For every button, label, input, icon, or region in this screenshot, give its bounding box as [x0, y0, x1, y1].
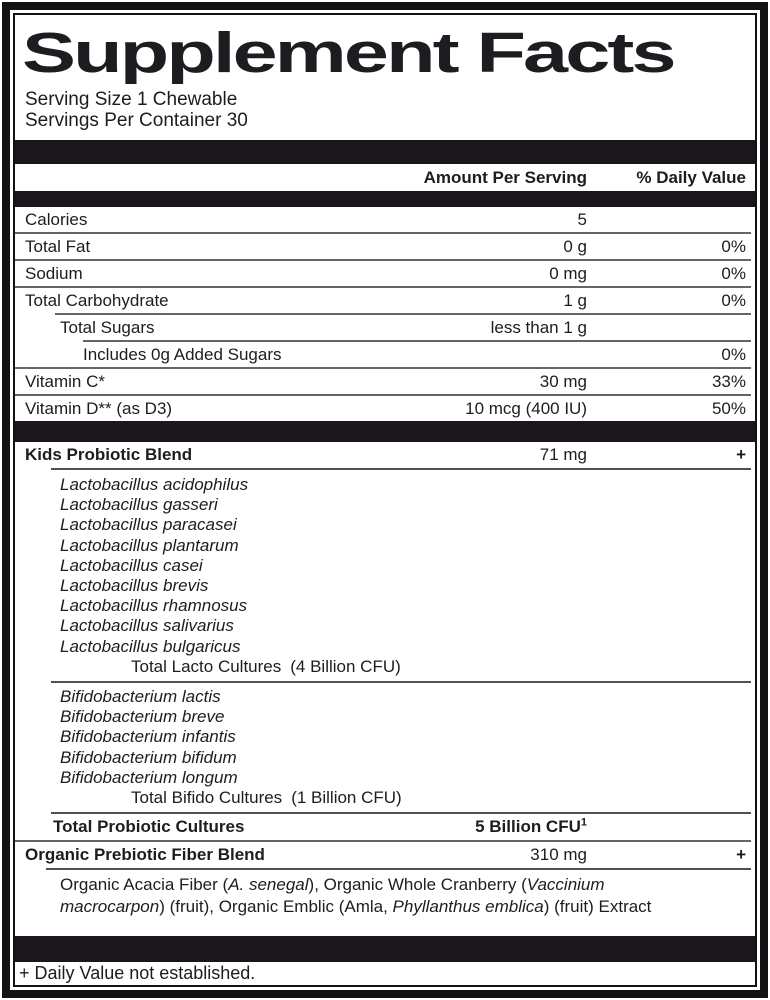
- fiber-blend-name: Organic Prebiotic Fiber Blend: [25, 845, 265, 865]
- nutrient-name: Total Fat: [25, 236, 91, 256]
- nutrient-amount: less than 1 g: [490, 317, 587, 337]
- lacto-total: [131, 657, 755, 677]
- separator-bar: [15, 191, 755, 207]
- lacto-list: [60, 475, 755, 657]
- species-item: Lactobacillus gasseri: [60, 495, 218, 515]
- description-line: [60, 874, 710, 896]
- nutrient-name: Total Carbohydrate: [25, 290, 169, 310]
- description-segment: Organic Acacia Fiber (: [60, 875, 229, 895]
- bifido-total-label: Total Bifido Cultures: [131, 788, 283, 808]
- nutrient-row: [15, 342, 755, 367]
- total-probiotic-amount: 5 Billion CFU$^1$: [475, 816, 587, 837]
- description-segment: ), Organic Whole Cranberry (: [308, 875, 527, 895]
- nutrient-row: [15, 261, 755, 286]
- label-outer-border: [2, 2, 768, 998]
- description-segment: macrocarpon: [60, 896, 160, 916]
- description-segment: A. senegal: [228, 875, 309, 895]
- species-item: Lactobacillus plantarum: [60, 535, 239, 555]
- species-item: Bifidobacterium breve: [60, 707, 225, 727]
- nutrient-row: [15, 234, 755, 259]
- nutrient-name: Vitamin D** (as D3): [25, 398, 173, 418]
- nutrient-dv: 50%: [711, 398, 746, 418]
- blend-name: Kids Probiotic Blend: [25, 445, 193, 464]
- supplement-facts-title: Supplement Facts: [22, 21, 674, 85]
- nutrient-name: Includes 0g Added Sugars: [83, 344, 282, 364]
- lacto-total-label: Total Lacto Cultures: [131, 656, 282, 676]
- nutrient-dv: 0%: [721, 290, 746, 310]
- nutrient-amount: 0 g: [563, 236, 587, 256]
- fiber-blend-row: [15, 842, 755, 868]
- species-item: Lactobacillus rhamnosus: [60, 596, 248, 616]
- nutrient-rows: [15, 207, 755, 421]
- separator-bar: [15, 421, 755, 442]
- nutrient-amount: 10 mcg (400 IU): [465, 398, 587, 418]
- label-footer: [15, 936, 755, 985]
- description-segment: Phyllanthus emblica: [392, 896, 544, 916]
- nutrient-amount: 0 mg: [549, 263, 587, 283]
- bifido-section: [60, 683, 755, 812]
- nutrient-name: Total Sugars: [60, 317, 155, 337]
- separator-bar: [15, 936, 755, 962]
- species-item: Bifidobacterium lactis: [60, 687, 221, 707]
- nutrient-amount: 30 mg: [539, 371, 587, 391]
- species-item: Lactobacillus brevis: [60, 576, 209, 596]
- amount-per-serving-header: Amount Per Serving: [423, 167, 587, 187]
- nutrient-dv: 0%: [721, 263, 746, 283]
- description-segment: ) (fruit), Organic Emblic (Amla,: [159, 896, 393, 916]
- total-probiotic-row: [15, 814, 755, 840]
- cfu-superscript: 1: [580, 816, 587, 829]
- daily-value-header: % Daily Value: [636, 167, 746, 187]
- fiber-blend-dv: +: [736, 845, 746, 865]
- nutrient-row: [15, 288, 755, 313]
- species-item: Bifidobacterium longum: [60, 767, 238, 787]
- species-item: Lactobacillus bulgaricus: [60, 636, 241, 656]
- fiber-blend-amount: 310 mg: [530, 845, 587, 865]
- footnote: + Daily Value not established.: [19, 963, 256, 983]
- nutrient-row: [15, 315, 755, 340]
- probiotic-blend-row: [15, 442, 755, 468]
- bifido-total-cfu: (1 Billion CFU): [291, 788, 402, 808]
- total-probiotic-name: Total Probiotic Cultures: [53, 817, 245, 837]
- blend-divider: [46, 868, 751, 870]
- nutrient-name: Calories: [25, 209, 88, 229]
- description-segment: Vaccinium: [526, 875, 605, 895]
- column-headers: [15, 164, 755, 191]
- servings-per-container: Servings Per Container 30: [25, 110, 248, 131]
- serving-info: [25, 89, 755, 131]
- species-item: Bifidobacterium infantis: [60, 727, 236, 747]
- nutrient-row: [15, 396, 755, 421]
- bifido-total: [131, 788, 755, 808]
- nutrient-amount: 1 g: [563, 290, 587, 310]
- nutrient-dv: 0%: [721, 344, 746, 364]
- nutrient-row: [15, 369, 755, 394]
- nutrient-dv: 0%: [721, 236, 746, 256]
- blend-amount: 71 mg: [539, 445, 587, 464]
- nutrient-dv: 33%: [711, 371, 746, 391]
- nutrient-amount: 5: [577, 209, 587, 229]
- nutrient-name: Vitamin C*: [25, 371, 105, 391]
- lacto-section: [60, 470, 755, 681]
- species-item: Lactobacillus casei: [60, 555, 203, 575]
- nutrient-name: Sodium: [25, 263, 83, 283]
- species-item: Lactobacillus acidophilus: [60, 475, 249, 494]
- label-inner-border: [13, 13, 757, 987]
- lacto-total-cfu: (4 Billion CFU): [290, 656, 401, 676]
- fiber-description: [60, 874, 710, 917]
- separator-bar: [15, 140, 755, 164]
- species-item: Lactobacillus salivarius: [60, 616, 234, 636]
- nutrient-row: [15, 207, 755, 232]
- species-item: Bifidobacterium bifidum: [60, 747, 237, 767]
- bifido-list: [60, 687, 755, 788]
- description-line: [60, 896, 710, 918]
- species-item: Lactobacillus paracasei: [60, 515, 237, 535]
- description-segment: ) (fruit) Extract: [543, 896, 652, 916]
- blend-dv: +: [736, 445, 746, 464]
- serving-size: Serving Size 1 Chewable: [25, 89, 238, 110]
